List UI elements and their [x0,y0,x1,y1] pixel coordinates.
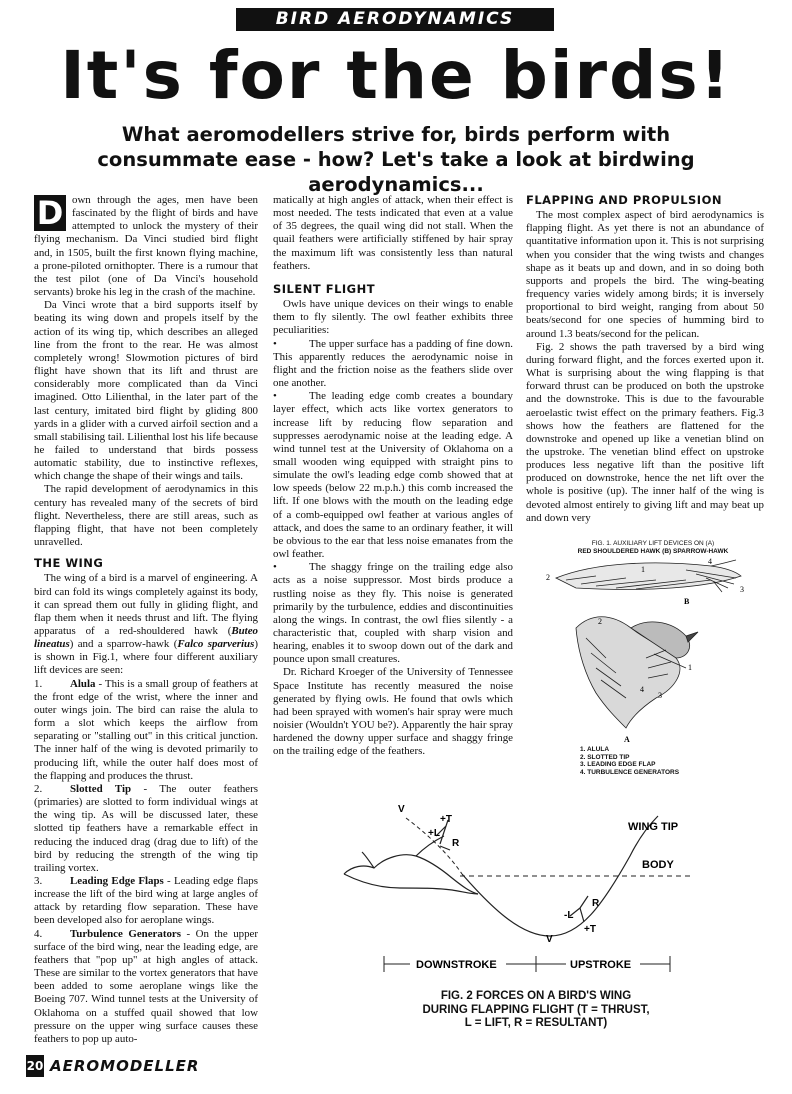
paragraph: matically at high angles of attack, when their effect is most needed. The tests indicated that even at a value of 35 degrees, the quail wing did not stall. When the quail feathers were artificially stiffened by hair spray the maximum lift was consistently less than natural feathers. [273,194,513,272]
figure-1-legend [580,746,679,776]
section-heading-flapping: FLAPPING AND PROPULSION [526,193,722,207]
page-number: 20 [26,1055,44,1077]
fig1-label-b: B [684,597,690,606]
fig1-num-4: 4 [640,685,644,694]
item-label: Turbulence Generators [70,927,181,940]
list-item: 2. Slotted Tip - The outer feathers (primaries) are slotted to form individual wings at the wing tip. As will be discussed later, these slotted tip feathers have a remarkable effect in reducing the induced drag (drag due to lift) of the bird by reducing the strength of the wing tip trailing vortex. [34,782,258,874]
fig1-num-2: 2 [598,617,602,626]
fig1-num-4: 4 [708,558,712,566]
column-3 [526,194,764,525]
column-2 [273,194,513,759]
figure-2-caption [380,990,692,1031]
section-heading-silent-flight: SILENT FLIGHT [273,281,376,296]
standfirst: What aeromodellers strive for, birds perform with consummate ease - how? Let's take a look at birdwing aerodynamics... [97,123,695,196]
caption-line: DURING FLAPPING FLIGHT (T = THRUST, [422,1003,650,1016]
fig2-r-top: R [452,838,460,849]
item-label: Slotted Tip [70,782,132,795]
fig2-plus-l-top: +L [428,828,440,839]
fig2-v-bottom: V [546,934,553,945]
item-label: Alula [70,677,96,690]
figure-1-title: RED SHOULDERED HAWK (B) SPARROW-HAWK [577,548,729,555]
section-banner: BIRD AERODYNAMICS [236,8,554,31]
fig2-plus-t-top: +T [440,814,452,825]
species-name: Buteo lineatus [34,625,258,651]
legend-item: 3. LEADING EDGE FLAP [580,761,656,769]
legend-item: 2. SLOTTED TIP [580,753,630,761]
caption-line: L = LIFT, R = RESULTANT) [464,1017,608,1029]
fig1-num-2: 2 [546,573,550,582]
bullet-item: • The leading edge comb creates a boundary layer effect, which acts like vortex generators to increase lift by reducing flow separation and suppresses aerodynamic noise at the leading edge. A wind tunnel test at the University of Oklahoma on a small wooden wing equipped with straight pins to simulate the owl's leading edge comb showed that at low speeds (below 22 m.p.h.) this comb increased the lift. If one blows with the mouth on the leading edge of a comb-equipped owl feather at various angles of attack, and does the same to an ordinary feather, it will be obvious to the ear that less noise emanates from the owl feather. [273,390,513,561]
hawk-illustration [536,558,770,768]
upstroke-label: UPSTROKE [570,959,632,971]
legend-item: 4. TURBULENCE GENERATORS [580,768,680,776]
paragraph: The wing of a bird is a marvel of engineering. A bird can fold its wings completely against its body, it can spread them out fully in gliding flight, and flap them when it needs thrust and lift. The flying apparatus of a red-shouldered hawk (Buteo lineatus) and a sparrow-hawk (Falco sparverius) is shown in Fig.1, where four different auxiliary lift devices are seen: [34,572,258,677]
item-label: Leading Edge Flaps [70,874,164,887]
fig2-wing-tip-label: WING TIP [628,821,679,833]
paragraph: Da Vinci wrote that a bird supports itself by beating its wing down and propels itself by the action of its wing tip, which describes an alleged line from the front to the rear. He was almost completely wrong! Slowmotion pictures of bird flight have shown that its lift and thrust are considerably more complicated than da Vinci imagined. Otto Lilienthal, in the later part of the last century, imitated bird flight by gliding 800 yards in a glider with a curved airfoil section and a small stabilising tail. Lilienthal lost his life because he failed to understand that birds possess automatic stability, due to instinctive reflexes, which change the shape of their wings and tails. [34,299,258,483]
column-1 [34,194,258,1046]
legend-item: 1. ALULA [580,746,610,753]
list-item: 3. Leading Edge Flaps - Leading edge flaps increase the lift of the bird wing at large angles of attack by retarding flow separation. These have been developed also for aeroplane wings. [34,874,258,927]
sparrow-hawk-wing [556,560,741,592]
figure-1-title: FIG. 1. AUXILIARY LIFT DEVICES ON (A) [591,540,715,547]
fig2-plus-t-bottom: +T [584,924,596,935]
paragraph: The most complex aspect of bird aerodynamics is flapping flight. As yet there is not an abundance of quantitative information upon it. This is not surprising when you consider that the wing twists and changes shape as it beats up and down, and in so doing both supports and propels the bird. The wing-beating frequency varies widely among birds; it is inversely proportional to bird weight, ranging from about 50 beats/second for one species of humming bird to around 1.3 beats/second for the pelican. [526,209,764,340]
paragraph: Fig. 2 shows the path traversed by a bird wing during forward flight, and the forces exerted upon it. What is surprising about the wing flapping is that forward thrust can be produced on both the upstroke and the downstroke. This is due to the favourable aeroelastic twist effect on the primary feathers. Fig.3 shows how the feathers are flattened for the downstroke and opened up like a venetian blind on the upstroke. The venetian blind effect on upstroke produces less negative lift than the positive lift produced on downstroke, hence the net lift over the whole is positive (up). The inner half of the wing is devoted almost entirely to giving lift and may beat up and down very [526,340,764,524]
fig1-num-1: 1 [688,663,692,672]
red-shouldered-hawk [576,617,698,728]
paragraph: The rapid development of aerodynamics in this century has revealed many of the secrets of bird flight. Nevertheless, there are still areas, such as flapping flight, that have not been completely unravelled. [34,483,258,549]
fig2-body-label: BODY [642,859,674,871]
downstroke-label: DOWNSTROKE [416,959,497,971]
bullet-item: • The shaggy fringe on the trailing edge also acts as a noise suppressor. Most birds produce a rustling noise as they fly. This noise is generated primarily by the turbulence, eddies and discontinuities along the wings. In contrast, the owl flies silently - a characteristic that, coupled with sharp vision and hearing, enables it to swoop down out of the dark and pounce upon small creatures. [273,561,513,666]
fig2-r-bottom: R [592,898,600,909]
page-title: It's for the birds! [60,37,732,114]
figure-1 [536,540,770,780]
wing-path-diagram [340,796,710,986]
section-heading-wing: THE WING [34,556,104,571]
fig2-v-top: V [398,804,405,815]
fig1-label-a: A [624,735,630,744]
caption-line: FIG. 2 FORCES ON A BIRD'S WING [440,990,632,1002]
paragraph: Owls have unique devices on their wings to enable them to fly silently. The owl feather exhibits three peculiarities: [273,298,513,337]
intro-paragraph [34,194,258,299]
list-item: 1. Alula - This is a small group of feathers at the front edge of the wrist, where the inner and outer wings join. The bird can raise the alula to form a slot which keeps the airflow from separating or "stalling out" in this critical junction. The inner half of the wing is devoted primarily to producing lift, while the outer half does most of the flapping and produces the thrust. [34,677,258,782]
paragraph: Dr. Richard Kroeger of the University of Tennessee Space Institute has recently measured the noise generated by flying owls. He found that owls which had been sprayed with women's hair spray were much noisier (Wouldn't YOU be?). Apparently the hair spray hardened the downy upper surface and shaggy fringe on the trailing edge of the feathers. [273,666,513,758]
fig1-num-3: 3 [740,585,744,594]
species-name: Falco sparverius [177,638,255,651]
fig1-num-3: 3 [658,691,662,700]
fig1-num-1: 1 [641,565,645,574]
bullet-item: • The upper surface has a padding of fine down. This apparently reduces the aerodynamic noise in flight and the friction noise as the feathers slide over one another. [273,337,513,390]
intro-text: own through the ages, men have been fascinated by the flight of birds and have attempted to unlock the mystery of their flying mechanism. Da Vinci studied bird flight and, in 1505, built the first known flying machine, a prone-piloted ornithopter. There is a rumour that the test pilot (one of Da Vinci's household servants) broke his leg in the crash of the machine. [34,194,258,299]
list-item: 4. Turbulence Generators - On the upper surface of the bird wing, near the leading edge, are feathers that "pop up" at high angles of attack. These are similar to the vortex generators that have been added to some aeroplane wings like the Boeing 707. Wind tunnel tests at the University of Oklahoma on a stuffed quail showed that low pressure on the upper wing surface causes these feathers to pop up auto- [34,927,258,1045]
magazine-name: AEROMODELLER [50,1057,200,1075]
drop-cap: D [34,195,66,231]
fig2-minus-l: -L [564,910,574,921]
